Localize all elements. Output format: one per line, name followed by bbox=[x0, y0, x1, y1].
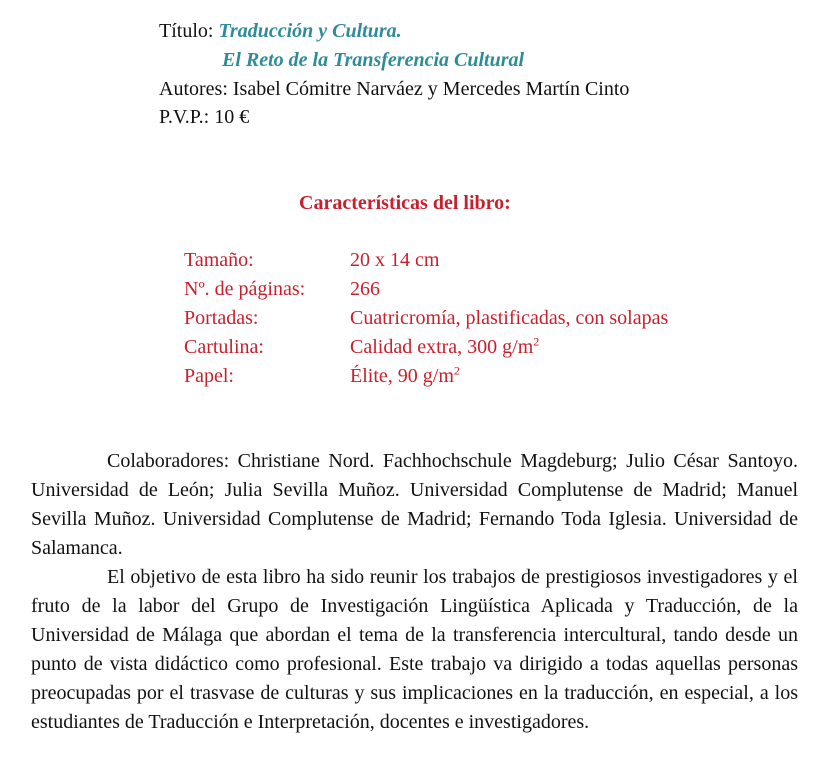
spec-value-cardstock bbox=[350, 336, 539, 359]
spec-value-paper-text: Élite, 90 g/m bbox=[350, 365, 454, 387]
spec-value-size: 20 x 14 cm bbox=[350, 249, 440, 271]
spec-value-paper bbox=[350, 365, 460, 388]
spec-label-cardstock: Cartulina: bbox=[184, 336, 264, 358]
spec-label-pages: Nº. de páginas: bbox=[184, 278, 306, 300]
spec-value-cardstock-text: Calidad extra, 300 g/m bbox=[350, 336, 534, 358]
collaborators-paragraph: Colaboradores: Christiane Nord. Fachhochschule Magdeburg; Julio César Santoyo. Universidad de León; Julia Sevilla Muñoz. Universidad Complutense de Madrid; Manuel Sevilla Muñoz. Universidad Complutense de Madrid; Fernando Toda Iglesia. Universidad de Salamanca. bbox=[31, 450, 798, 559]
authors-line bbox=[159, 76, 629, 102]
title-label: Título: bbox=[159, 20, 214, 42]
authors-value: Isabel Cómitre Narváez y Mercedes Martín Cinto bbox=[232, 78, 630, 100]
authors-label: Autores: bbox=[159, 78, 228, 100]
features-heading: Características del libro: bbox=[299, 192, 511, 214]
spec-label-size: Tamaño: bbox=[184, 249, 254, 271]
price-label: P.V.P.: bbox=[159, 106, 210, 128]
spec-label-paper: Papel: bbox=[184, 365, 234, 387]
superscript-two: 2 bbox=[453, 363, 460, 378]
price-value: 10 € bbox=[214, 106, 250, 128]
book-title-part1: Traducción y Cultura. bbox=[218, 20, 402, 42]
spec-value-pages: 266 bbox=[350, 278, 380, 300]
price-line bbox=[159, 104, 249, 130]
superscript-two: 2 bbox=[533, 334, 540, 349]
book-title-part2: El Reto de la Transferencia Cultural bbox=[222, 49, 525, 71]
objective-paragraph: El objetivo de esta libro ha sido reunir los trabajos de prestigiosos investigadores y el fruto de la labor del Grupo de Investigación Lingüística Aplicada y Traducción, de la Universidad de Málaga que abordan el tema de la transferencia intercultural, tando desde un punto de vista didáctico como profesional. Este trabajo va dirigido a todas aquellas personas preocupadas por el trasvase de culturas y sus implicaciones en la traducción, en especial, a los estudiantes de Traducción e Interpretación, docentes e investigadores. bbox=[31, 566, 798, 733]
spec-label-covers: Portadas: bbox=[184, 307, 259, 329]
title-line bbox=[159, 18, 402, 44]
spec-value-covers: Cuatricromía, plastificadas, con solapas bbox=[350, 307, 669, 329]
